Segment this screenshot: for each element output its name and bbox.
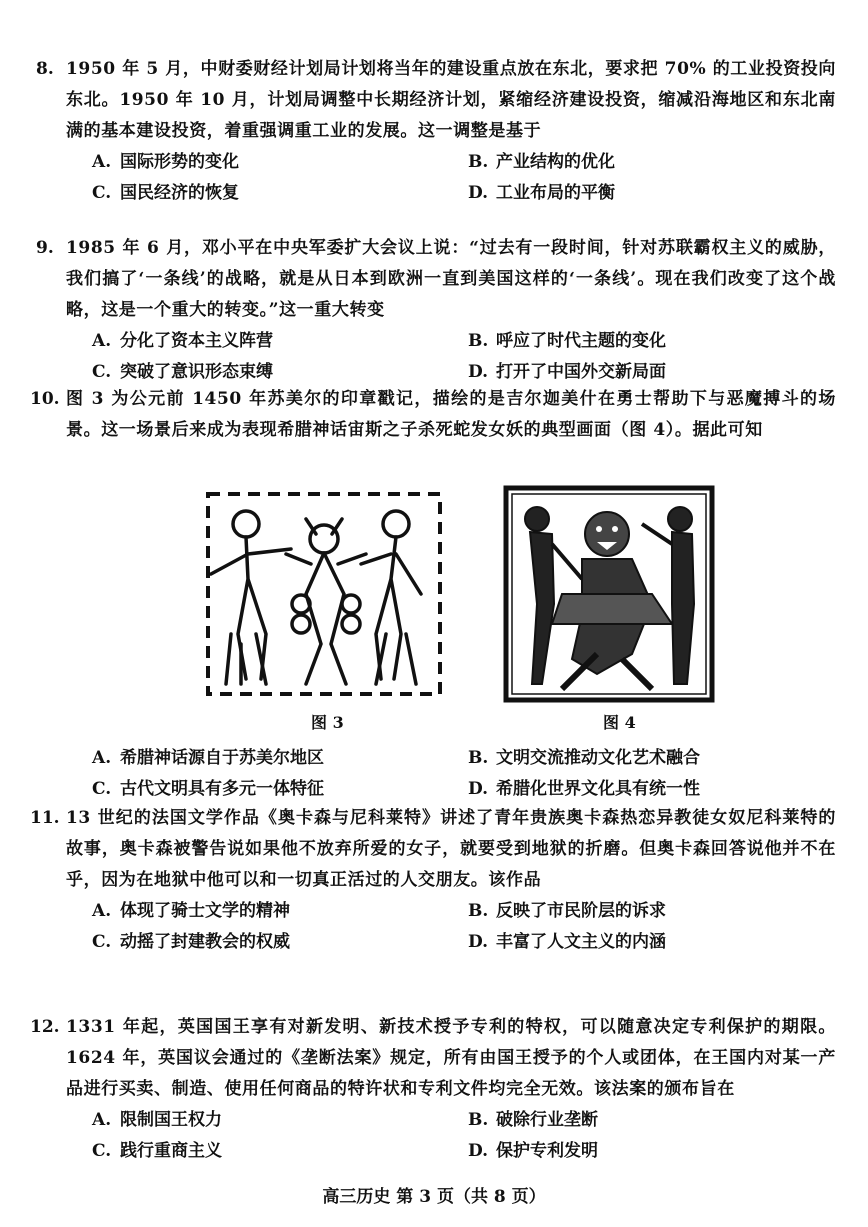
question-stem: 1985 年 6 月，邓小平在中央军委扩大会议上说：“过去有一段时间，针对苏联霸权主义的威胁，我们搞了‘一条线’的战略，就是从日本到欧洲一直到美国这样的‘一条线’。现在我们改变了这个战略，这是一个重大的转变。”这一重大转变	[66, 238, 836, 320]
question-stem: 图 3 为公元前 1450 年苏美尔的印章戳记，描绘的是吉尔迦美什在勇士帮助下与恶魔搏斗的场景。这一场景后来成为表现希腊神话宙斯之子杀死蛇发女妖的典型画面（图 4）。据此可知	[66, 389, 836, 440]
option-b[interactable]: B. 呼应了时代主题的变化	[468, 331, 666, 351]
options	[66, 147, 836, 209]
figure-4-gorgon-scene	[502, 484, 716, 704]
options	[66, 1105, 836, 1167]
question-11	[30, 803, 836, 958]
option-d[interactable]: D. 打开了中国外交新局面	[468, 362, 666, 382]
question-number: 12.	[30, 1017, 60, 1037]
option-b[interactable]: B. 破除行业垄断	[468, 1110, 598, 1130]
page-footer: 高三历史 第 3 页（共 8 页）	[322, 1187, 546, 1207]
option-b[interactable]: B. 反映了市民阶层的诉求	[468, 901, 666, 921]
question-number: 9.	[36, 238, 54, 258]
question-9	[36, 233, 836, 388]
option-c[interactable]: C. 古代文明具有多元一体特征	[92, 779, 324, 799]
option-d[interactable]: D. 希腊化世界文化具有统一性	[468, 779, 700, 799]
option-a[interactable]: A. 分化了资本主义阵营	[92, 331, 273, 351]
question-8	[36, 54, 836, 209]
option-b[interactable]: B. 文明交流推动文化艺术融合	[468, 748, 700, 768]
question-number: 11.	[30, 808, 60, 828]
question-10	[30, 384, 836, 446]
option-d[interactable]: D. 丰富了人文主义的内涵	[468, 932, 666, 952]
option-c[interactable]: C. 践行重商主义	[92, 1141, 222, 1161]
question-10-options	[66, 743, 836, 805]
option-b[interactable]: B. 产业结构的优化	[468, 152, 615, 172]
option-c[interactable]: C. 国民经济的恢复	[92, 183, 239, 203]
option-d[interactable]: D. 工业布局的平衡	[468, 183, 615, 203]
question-stem: 1950 年 5 月，中财委财经计划局计划将当年的建设重点放在东北，要求把 70% 的工业投资投向东北。1950 年 10 月，计划局调整中长期经济计划，紧缩经济建设投资，缩减沿海地区和东北南满的基本建设投资，着重强调重工业的发展。这一调整是基于	[66, 59, 836, 141]
question-number: 8.	[36, 59, 54, 79]
question-stem: 13 世纪的法国文学作品《奥卡森与尼科莱特》讲述了青年贵族奥卡森热恋异教徒女奴尼科莱特的故事，奥卡森被警告说如果他不放弃所爱的女子，就要受到地狱的折磨。但奥卡森回答说他并不在乎，因为在地狱中他可以和一切真正活过的人交朋友。该作品	[66, 808, 836, 890]
option-a[interactable]: A. 希腊神话源自于苏美尔地区	[92, 748, 324, 768]
option-d[interactable]: D. 保护专利发明	[468, 1141, 598, 1161]
question-stem: 1331 年起，英国国王享有对新发明、新技术授予专利的特权，可以随意决定专利保护的期限。1624 年，英国议会通过的《垄断法案》规定，所有由国王授予的个人或团体，在王国内对某一产品进行买卖、制造、使用任何商品的特许状和专利文件均完全无效。该法案的颁布旨在	[66, 1017, 836, 1099]
question-12	[30, 1012, 836, 1167]
options	[66, 896, 836, 958]
figure-3-caption: 图 3	[311, 713, 344, 732]
figures	[186, 484, 716, 744]
option-c[interactable]: C. 突破了意识形态束缚	[92, 362, 273, 382]
options	[66, 326, 836, 388]
question-number: 10.	[30, 389, 60, 409]
figure-3-seal-impression	[186, 484, 448, 704]
option-a[interactable]: A. 限制国王权力	[92, 1110, 222, 1130]
option-a[interactable]: A. 国际形势的变化	[92, 152, 239, 172]
option-c[interactable]: C. 动摇了封建教会的权威	[92, 932, 290, 952]
option-a[interactable]: A. 体现了骑士文学的精神	[92, 901, 290, 921]
figure-4-caption: 图 4	[603, 713, 636, 732]
